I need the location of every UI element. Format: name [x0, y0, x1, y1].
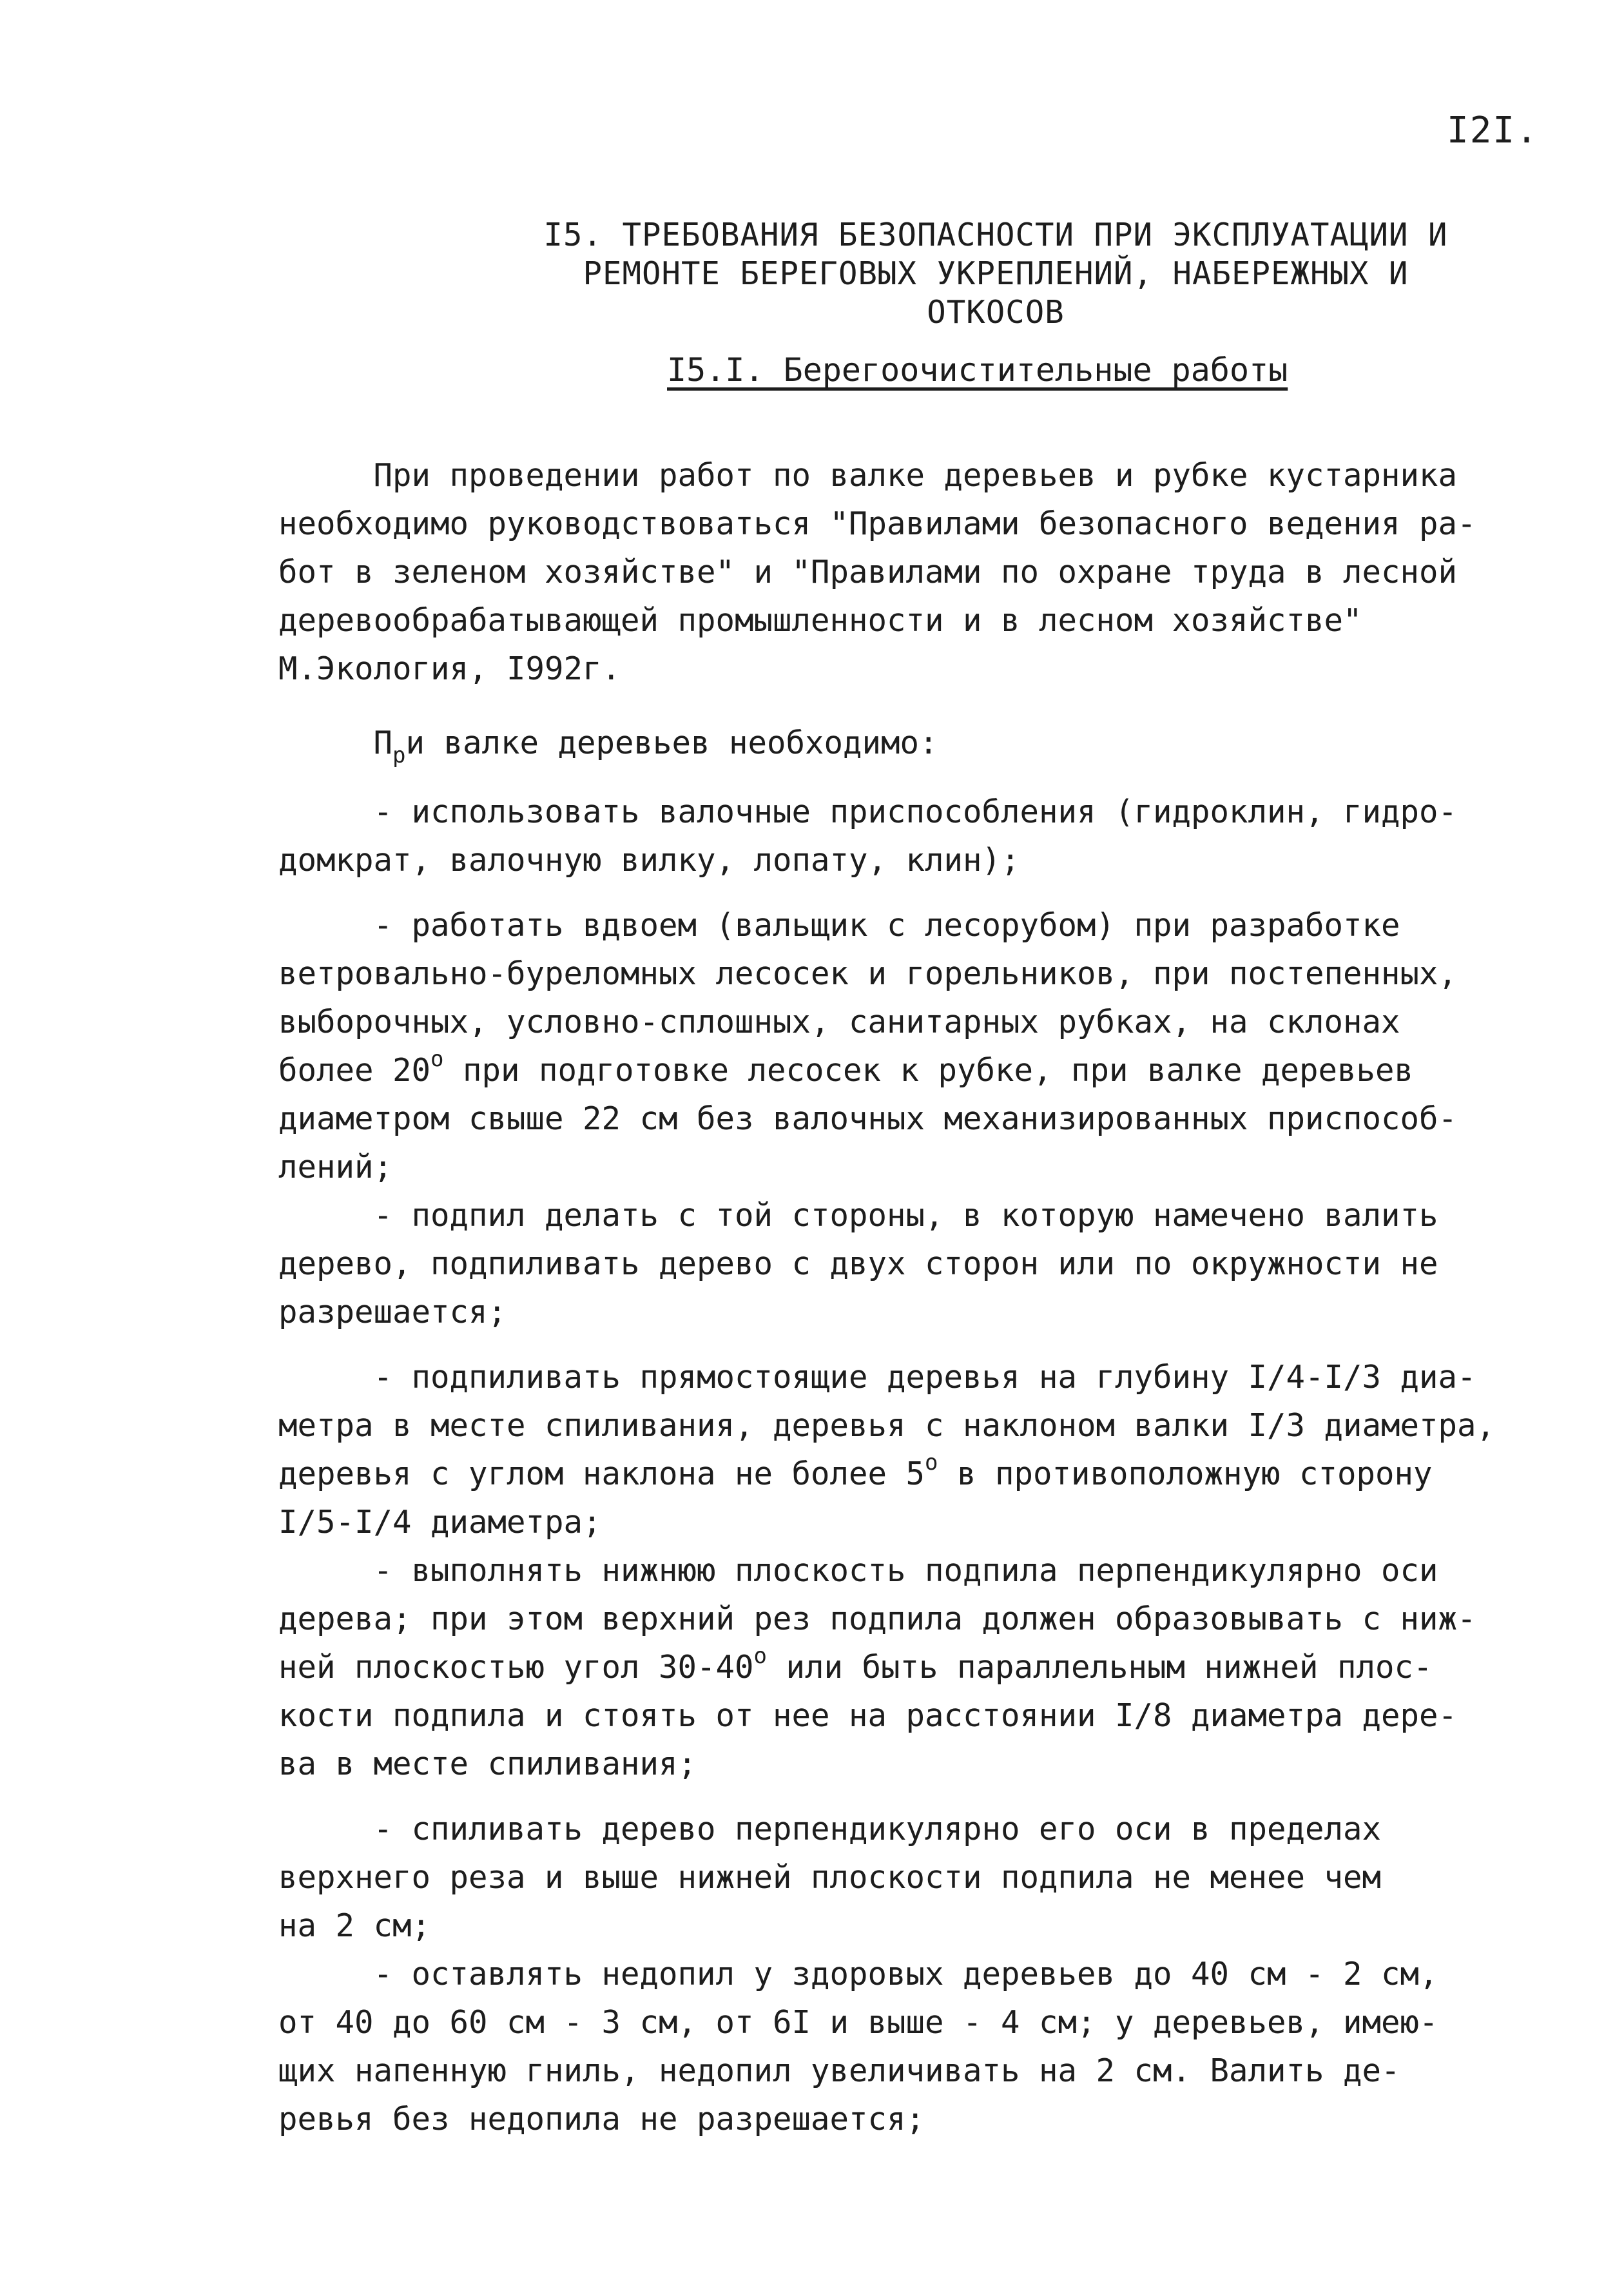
- text-line: М.Экология, I992г.: [278, 650, 621, 687]
- text-line: [278, 1450, 1554, 1498]
- document-body: [278, 451, 1554, 2143]
- text-fragment: деревья с углом наклона не более 5: [278, 1455, 925, 1492]
- text-line: [278, 1643, 1554, 1691]
- text-line: дерева; при этом верхний рез подпила должен образовывать с ниж-: [278, 1601, 1476, 1637]
- text-fragment: более 20: [278, 1052, 431, 1089]
- paragraph-intro: [278, 451, 1554, 693]
- text-line: ревья без недопила не разрешается;: [278, 2101, 925, 2137]
- list-item-tools: [278, 788, 1554, 884]
- list-item-work-in-pairs: [278, 901, 1554, 1191]
- section-title-line: ОТКОСОВ: [927, 294, 1065, 331]
- text-line: [278, 719, 1554, 771]
- text-line: необходимо руководствоваться "Правилами безопасного ведения ра-: [278, 505, 1476, 542]
- text-fragment: ней плоскостью угол 30-40: [278, 1649, 754, 1686]
- section-title-line: РЕМОНТЕ БЕРЕГОВЫХ УКРЕПЛЕНИЙ, НАБЕРЕЖНЫХ И: [583, 255, 1409, 292]
- list-item-undercut-depth: [278, 1353, 1554, 1546]
- text-line: I/5-I/4 диаметра;: [278, 1504, 602, 1541]
- text-line: дерево, подпиливать дерево с двух сторон или по окружности не: [278, 1245, 1438, 1282]
- text-line: - работать вдвоем (вальщик с лесорубом) при разработке: [278, 907, 1400, 944]
- text-line: ветровально-буреломных лесосек и горельников, при постепенных,: [278, 955, 1458, 992]
- list-item-sawing: [278, 1805, 1554, 1950]
- text-line: домкрат, валочную вилку, лопату, клин);: [278, 842, 1020, 879]
- text-line: от 40 до 60 см - 3 см, от 6I и выше - 4 см; у деревьев, имею-: [278, 2004, 1438, 2041]
- text-line: При проведении работ по валке деревьев и рубке кустарника: [278, 457, 1458, 494]
- degree-mark: о: [925, 1449, 938, 1475]
- list-item-undercut-side: [278, 1191, 1554, 1336]
- text-line: ва в месте спиливания;: [278, 1746, 697, 1782]
- paragraph-felling-requirements: [278, 719, 1554, 771]
- text-fragment: в противоположную сторону: [938, 1455, 1433, 1492]
- text-line: лений;: [278, 1149, 393, 1185]
- text-line: - выполнять нижнюю плоскость подпила перпендикулярно оси: [278, 1552, 1438, 1589]
- section-title: [525, 216, 1466, 332]
- list-item-undercut-plane: [278, 1546, 1554, 1788]
- text-line: бот в зеленом хозяйстве" и "Правилами по охране труда в лесной: [278, 554, 1458, 590]
- text-line: - подпил делать с той стороны, в которую намечено валить: [278, 1197, 1438, 1234]
- degree-mark: о: [430, 1046, 444, 1072]
- text-line: деревообрабатывающей промышленности и в лесном хозяйстве": [278, 602, 1362, 639]
- degree-mark: о: [753, 1642, 767, 1669]
- page-number: I2I.: [1447, 110, 1539, 151]
- section-title-line: I5. ТРЕБОВАНИЯ БЕЗОПАСНОСТИ ПРИ ЭКСПЛУАТАЦИИ И: [543, 217, 1448, 253]
- text-line: - использовать валочные приспособления (гидроклин, гидро-: [278, 793, 1458, 830]
- text-line: разрешается;: [278, 1294, 507, 1330]
- text-line: - оставлять недопил у здоровых деревьев до 40 см - 2 см,: [278, 1956, 1438, 1992]
- text-line: кости подпила и стоять от нее на расстоянии I/8 диаметра дере-: [278, 1697, 1458, 1734]
- text-line: на 2 см;: [278, 1907, 431, 1944]
- text-line: метра в месте спиливания, деревья с наклоном валки I/3 диаметра,: [278, 1407, 1496, 1444]
- text-fragment: и валке деревьев необходимо:: [405, 725, 938, 761]
- text-line: выборочных, условно-сплошных, санитарных рубках, на склонах: [278, 1004, 1400, 1040]
- subsection-title: I5.I. Берегоочистительные работы: [667, 351, 1288, 389]
- list-item-hinge: [278, 1950, 1554, 2143]
- text-fragment: при подготовке лесосек к рубке, при валке деревьев: [443, 1052, 1414, 1089]
- subscript-mark: р: [392, 743, 406, 768]
- text-line: [278, 1046, 1554, 1095]
- text-line: щих напенную гниль, недопил увеличивать на 2 см. Валить де-: [278, 2052, 1400, 2089]
- text-fragment: или быть параллельным нижней плос-: [767, 1649, 1433, 1686]
- text-line: диаметром свыше 22 см без валочных механизированных приспособ-: [278, 1100, 1458, 1137]
- text-line: - подпиливать прямостоящие деревья на глубину I/4-I/3 диа-: [278, 1359, 1476, 1396]
- text-line: верхнего реза и выше нижней плоскости подпила не менее чем: [278, 1859, 1382, 1896]
- text-fragment: П: [278, 725, 393, 761]
- text-line: - спиливать дерево перпендикулярно его оси в пределах: [278, 1811, 1382, 1847]
